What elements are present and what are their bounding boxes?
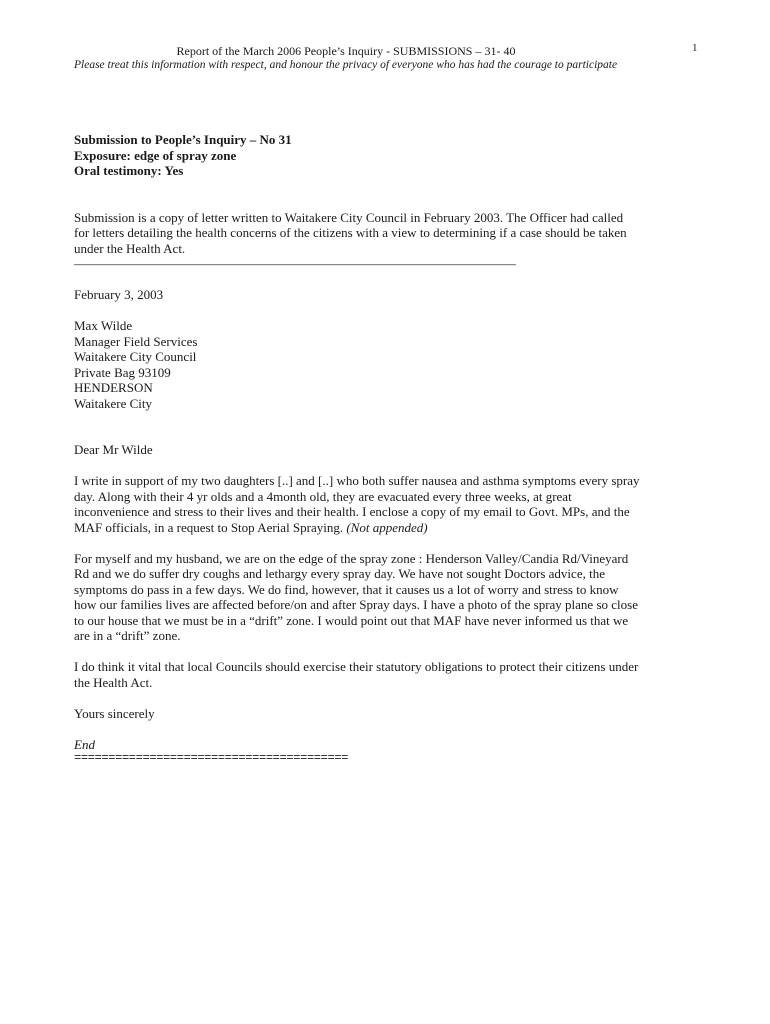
letter-date: February 3, 2003 xyxy=(74,287,164,302)
letter-paragraph-2 xyxy=(74,551,700,644)
not-appended-note: (Not appended) xyxy=(346,519,428,535)
section-divider: —————————————————————————————————— xyxy=(74,256,516,271)
paragraph-line: symptoms do pass in a few days. We do find, however, that it causes us a lot of worry and stress to know xyxy=(74,581,619,597)
letter-paragraph-3 xyxy=(74,659,700,690)
intro-line: under the Health Act. xyxy=(74,240,186,256)
document-body xyxy=(74,132,700,764)
exposure-line: Exposure: edge of spray zone xyxy=(74,147,237,163)
intro-line: for letters detailing the health concerns of the citizens with a view to determining if a case should be taken xyxy=(74,225,627,240)
paragraph-line xyxy=(74,520,700,536)
paragraph-line: day. Along with their 4 yr olds and a 4month old, they are evacuated every three weeks, at great xyxy=(74,488,572,504)
submission-meta xyxy=(74,132,700,179)
paragraph-line: inconvenience and stress to their lives and their health. I enclose a copy of my email to Govt. MPs, and the xyxy=(74,504,630,519)
report-header-title: Report of the March 2006 People’s Inquiry - SUBMISSIONS – 31- 40 xyxy=(176,44,516,58)
paragraph-line: I do think it vital that local Councils should exercise their statutory obligations to protect their citizens under xyxy=(74,659,639,674)
letter-paragraph-1 xyxy=(74,473,700,535)
paragraph-line: are in a “drift” zone. xyxy=(74,628,181,643)
page-number: 1 xyxy=(692,42,698,54)
address-line: HENDERSON xyxy=(74,380,153,395)
end-marker: End xyxy=(74,736,95,752)
paragraph-line: For myself and my husband, we are on the edge of the spray zone : Henderson Valley/Candia Rd/Vineyard xyxy=(74,550,629,566)
address-line: Waitakere City xyxy=(74,395,153,411)
paragraph-line: to our house that we must be in a “drift” zone. I would point out that MAF have never informed us that we xyxy=(74,612,629,628)
paragraph-line: the Health Act. xyxy=(74,674,153,690)
recipient-address xyxy=(74,318,700,411)
paragraph-line: I write in support of my two daughters [..] and [..] who both suffer nausea and asthma symptoms every spray xyxy=(74,473,640,488)
submission-heading: Submission to People’s Inquiry – No 31 xyxy=(74,132,292,147)
closing: Yours sincerely xyxy=(74,705,155,721)
address-line: Max Wilde xyxy=(74,318,133,333)
address-line: Manager Field Services xyxy=(74,333,198,349)
paragraph-line: how our families lives are affected before/on and after Spray days. I have a photo of the spray plane so close xyxy=(74,597,638,612)
address-line: Private Bag 93109 xyxy=(74,364,171,380)
address-line: Waitakere City Council xyxy=(74,349,197,364)
oral-testimony-line: Oral testimony: Yes xyxy=(74,163,184,178)
end-divider: ======================================== xyxy=(74,751,349,765)
paragraph-line: Rd and we do suffer dry coughs and lethargy every spray day. We have not sought Doctors advice, the xyxy=(74,566,605,581)
salutation: Dear Mr Wilde xyxy=(74,442,153,457)
intro-line: Submission is a copy of letter written to Waitakere City Council in February 2003. The Officer had called xyxy=(74,209,624,225)
privacy-note: Please treat this information with respect, and honour the privacy of everyone who has had the courage to participate xyxy=(74,59,618,71)
intro-paragraph xyxy=(74,210,700,272)
paragraph-text: MAF officials, in a request to Stop Aerial Spraying. xyxy=(74,519,347,535)
